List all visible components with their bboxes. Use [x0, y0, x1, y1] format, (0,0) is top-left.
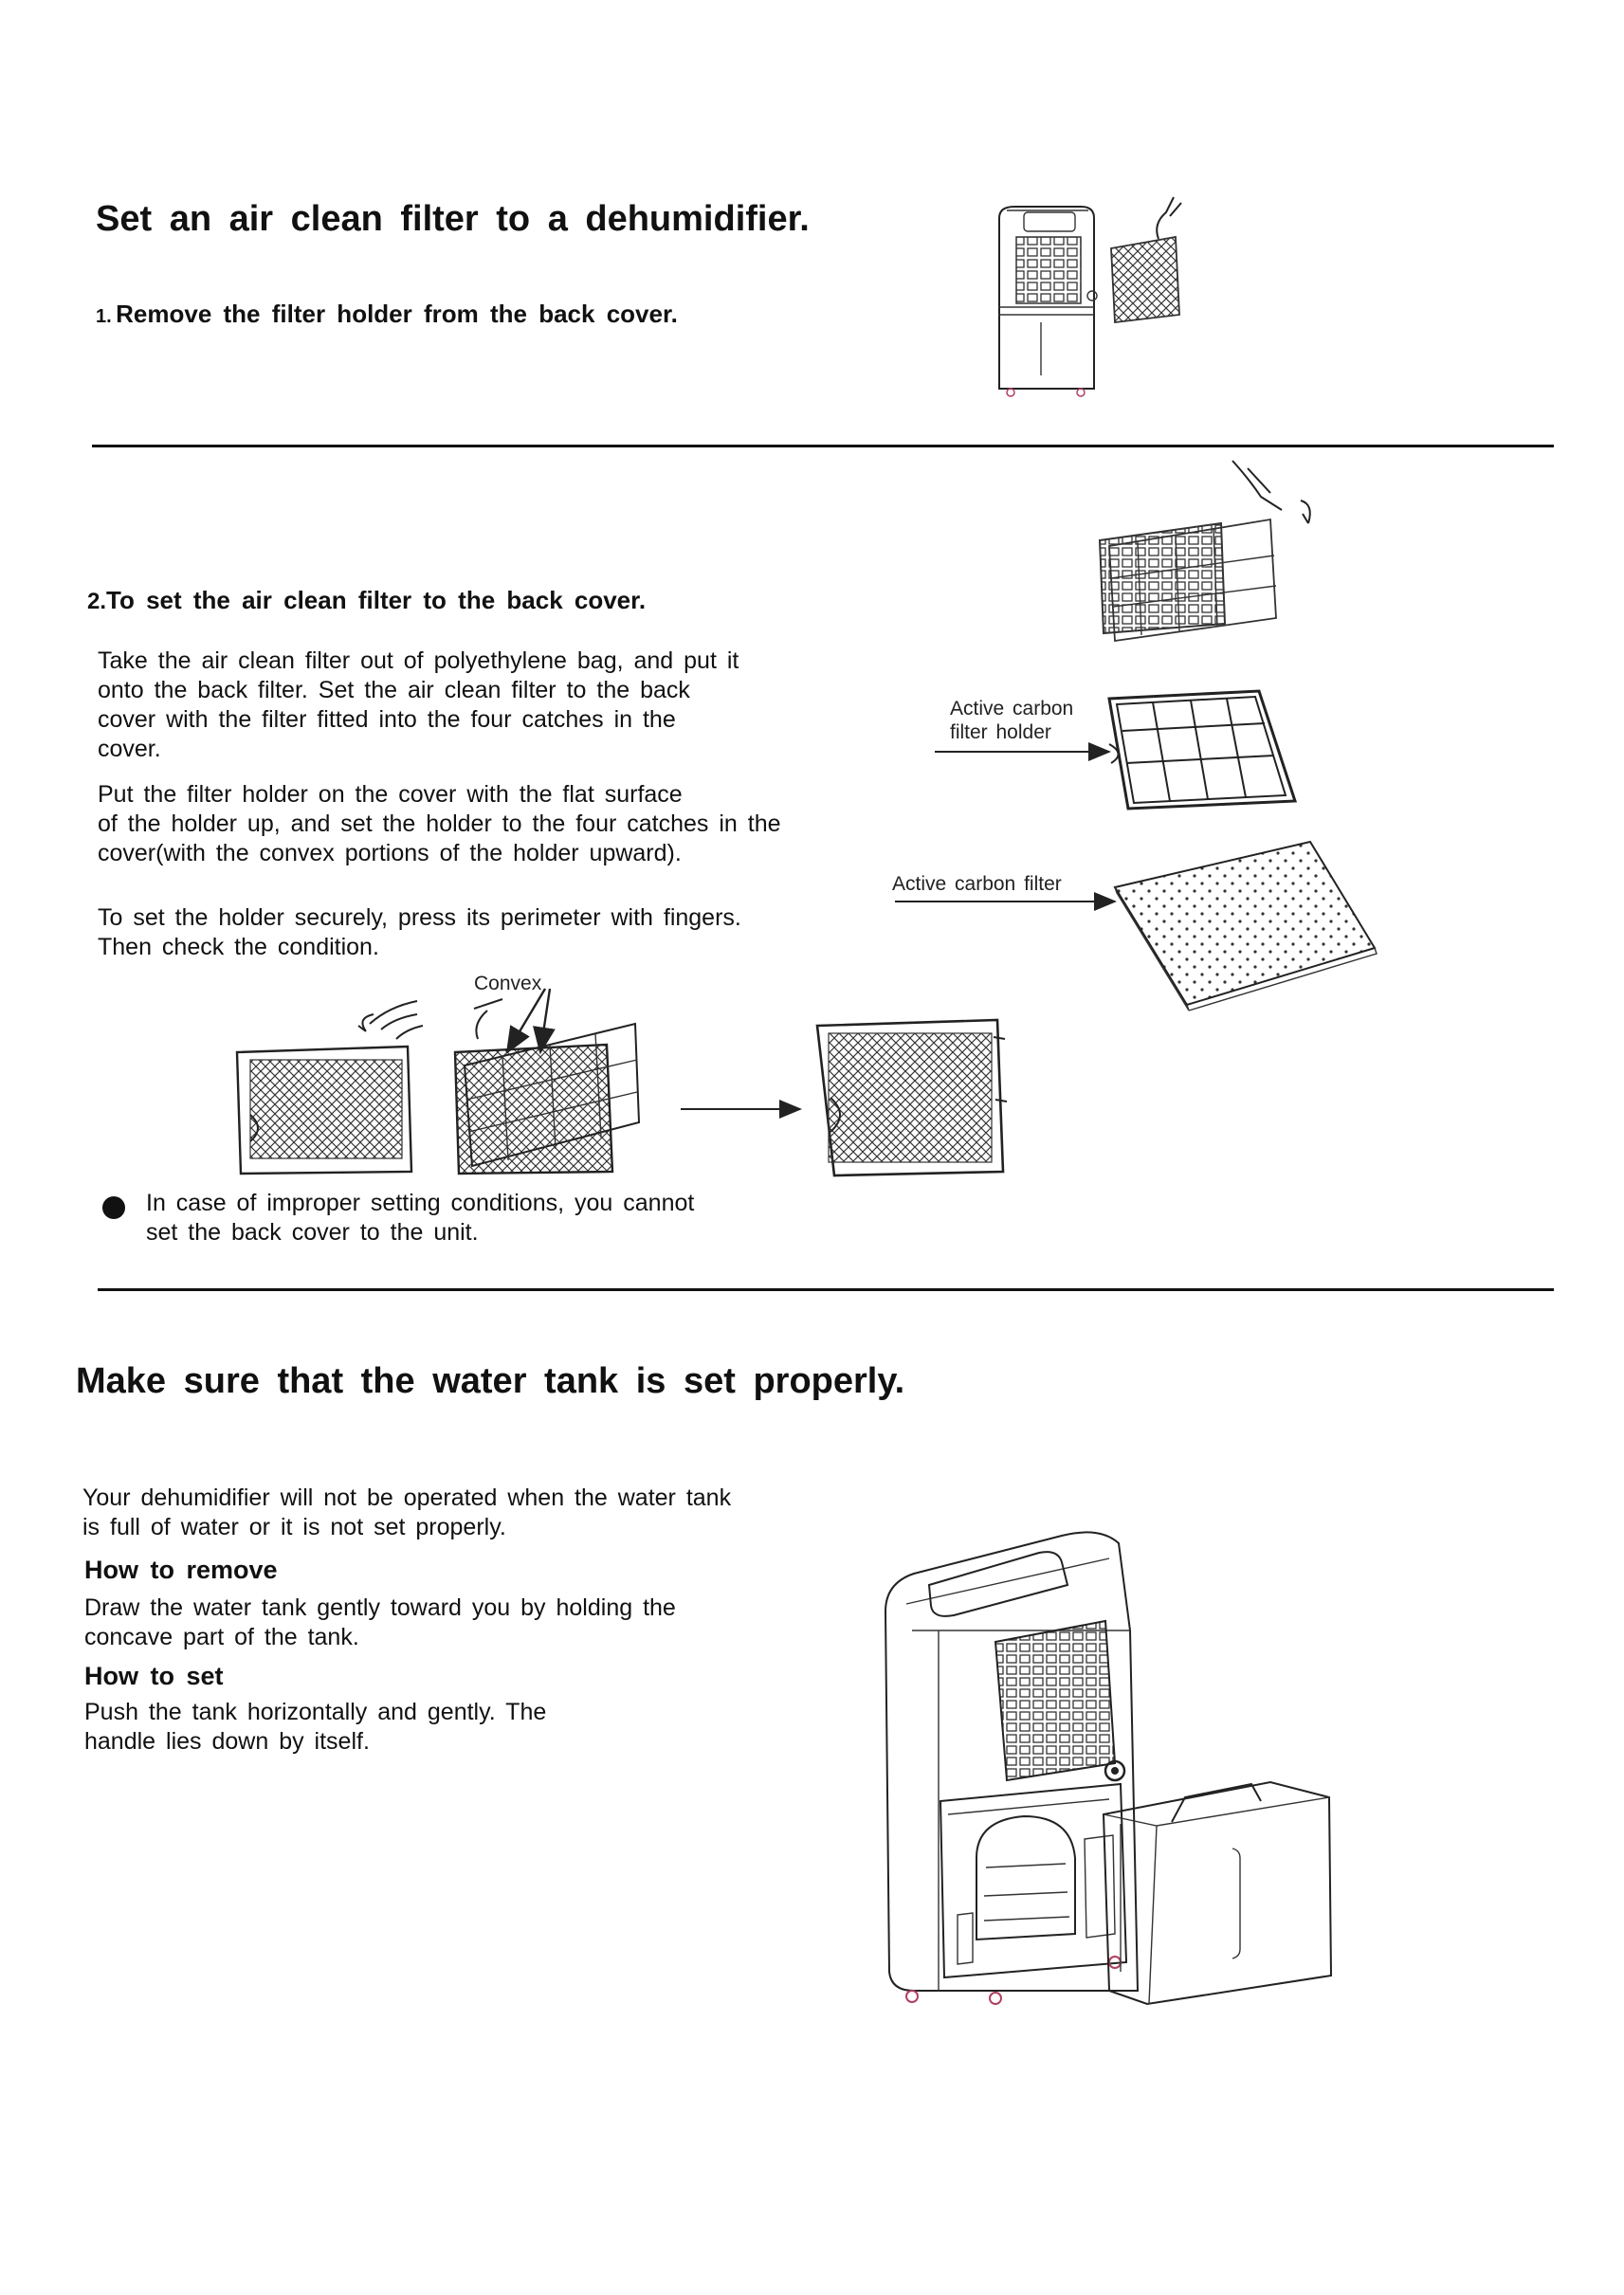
note-line: set the back cover to the unit. [146, 1219, 479, 1246]
para2-line: cover(with the convex portions of the holder upward). [98, 840, 682, 866]
para3-line: Then check the condition. [98, 934, 379, 960]
instruction-paragraph-2 [98, 780, 781, 868]
label-holder-line: filter holder [950, 721, 1051, 743]
filter-holder-pressing-sequence-illustration [228, 986, 1024, 1175]
remove-line: concave part of the tank. [84, 1624, 359, 1650]
para1-line: cover. [98, 736, 161, 762]
dehumidifier-water-tank-illustration [872, 1517, 1346, 2010]
instruction-paragraph-1 [98, 647, 739, 764]
section3-title: Make sure that the water tank is set properly. [76, 1361, 905, 1401]
filter-holder-on-cover-illustration [1081, 455, 1394, 635]
note-line: In case of improper setting conditions, you cannot [146, 1190, 695, 1216]
step1-number: 1. [96, 306, 112, 327]
divider-2 [98, 1288, 1554, 1291]
set-line: handle lies down by itself. [84, 1728, 370, 1755]
active-carbon-filter-illustration [1107, 834, 1382, 1010]
intro-line: is full of water or it is not set properly. [82, 1514, 506, 1540]
step2 [87, 586, 646, 615]
note-bullet-icon [102, 1196, 125, 1219]
para2-line: of the holder up, and set the holder to the four catches in the [98, 811, 781, 837]
instruction-paragraph-3 [98, 903, 741, 962]
intro-line: Your dehumidifier will not be operated when the water tank [82, 1484, 732, 1511]
para3-line: To set the holder securely, press its perimeter with fingers. [98, 904, 741, 931]
note-text [146, 1189, 694, 1248]
para1-line: cover with the filter fitted into the four catches in the [98, 706, 676, 733]
step1 [96, 300, 678, 329]
label-holder-line: Active carbon [950, 698, 1074, 719]
para1-line: onto the back filter. Set the air clean filter to the back [98, 677, 690, 703]
step1-text: Remove the filter holder from the back cover. [116, 300, 678, 328]
step2-number: 2. [87, 589, 107, 614]
how-to-set-text [84, 1698, 546, 1757]
how-to-remove-heading: How to remove [84, 1556, 278, 1584]
para2-line: Put the filter holder on the cover with the flat surface [98, 781, 683, 808]
section1-title: Set an air clean filter to a dehumidifier. [96, 199, 810, 239]
how-to-remove-text [84, 1594, 676, 1652]
remove-line: Draw the water tank gently toward you by holding the [84, 1594, 676, 1621]
label-active-carbon-filter-holder [950, 697, 1073, 744]
para1-line: Take the air clean filter out of polyethylene bag, and put it [98, 647, 739, 674]
arrow-to-carbon-filter [891, 889, 1119, 918]
how-to-set-heading: How to set [84, 1662, 224, 1690]
set-line: Push the tank horizontally and gently. The [84, 1699, 547, 1725]
label-convex: Convex [474, 973, 542, 994]
dehumidifier-filter-removal-illustration [986, 190, 1213, 408]
arrow-to-filter-holder [929, 739, 1119, 768]
divider-1 [92, 445, 1554, 447]
active-carbon-filter-holder-illustration [1100, 687, 1299, 815]
water-tank-intro [82, 1484, 731, 1542]
label-active-carbon-filter: Active carbon filter [892, 873, 1062, 895]
step2-text: To set the air clean filter to the back cover. [106, 586, 647, 614]
